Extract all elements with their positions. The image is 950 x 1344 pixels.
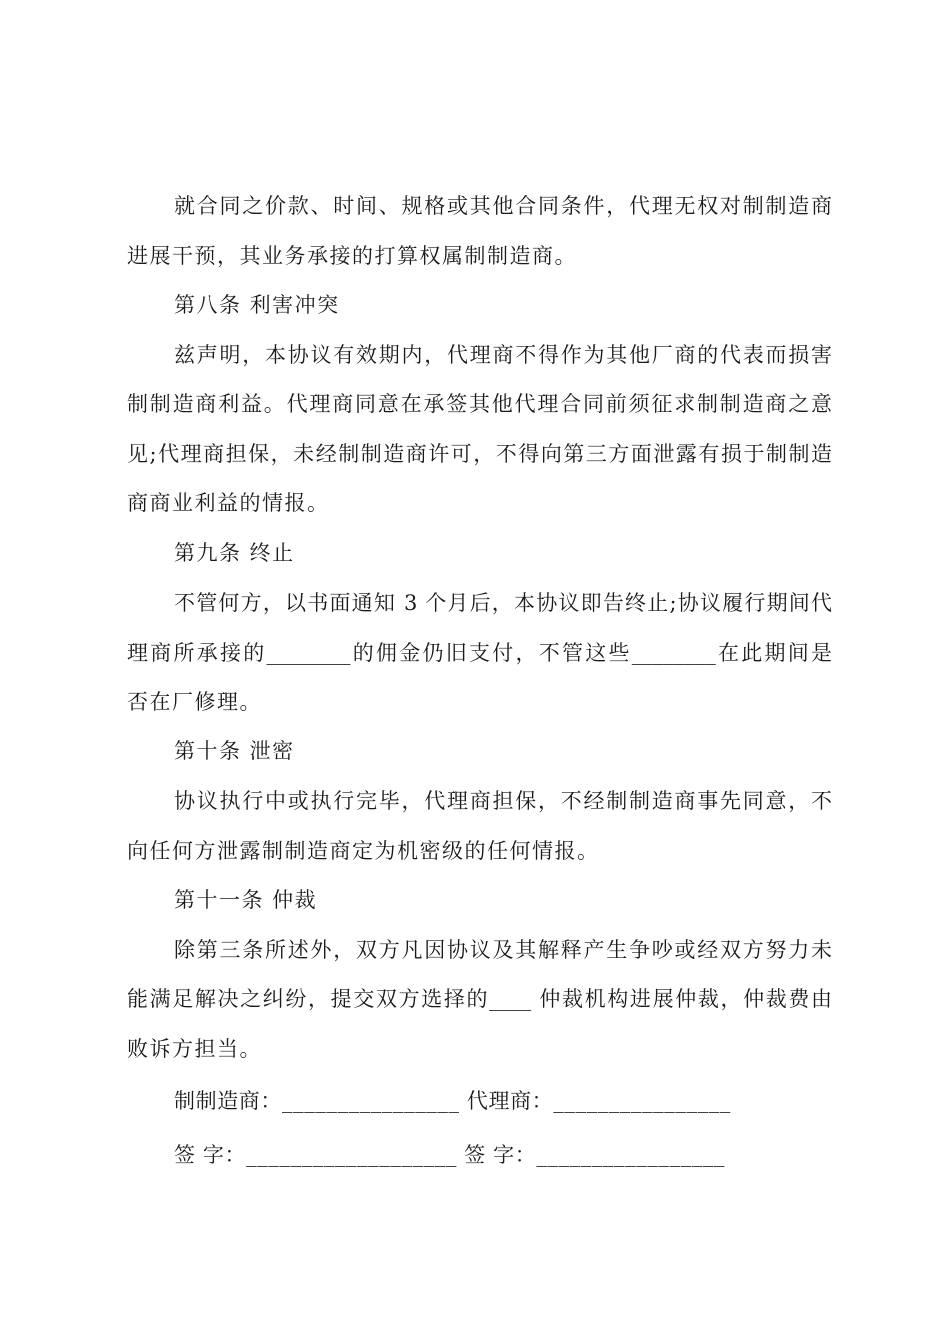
article-11-heading: 第十一条 仲裁 (174, 888, 318, 912)
signature-party-line: 制制造商：________________ 代理商：________________ (174, 1089, 731, 1113)
article-9-line-3: 否在厂修理。 (127, 690, 262, 714)
paragraph-pricing-line-2: 进展干预，其业务承接的打算权属制制造商。 (127, 244, 577, 268)
article-10-line-1: 协议执行中或执行完毕，代理商担保，不经制制造商事先同意，不 (174, 789, 832, 813)
article-10-line-2: 向任何方泄露制制造商定为机密级的任何情报。 (127, 839, 600, 863)
article-9-line-1: 不管何方，以书面通知 3 个月后，本协议即告终止;协议履行期间代 (174, 591, 832, 615)
article-8-heading: 第八条 利害冲突 (174, 293, 340, 317)
article-10-heading: 第十条 泄密 (174, 739, 295, 763)
article-8-line-3: 见;代理商担保，未经制制造商许可，不得向第三方面泄露有损于制制造 (127, 442, 832, 466)
article-11-line-1: 除第三条所述外，双方凡因协议及其解释产生争吵或经双方努力未 (174, 938, 832, 962)
article-8-line-1: 兹声明，本协议有效期内，代理商不得作为其他厂商的代表而损害 (174, 343, 832, 367)
signature-sign-line: 签 字：___________________ 签 字：_________________ (174, 1143, 726, 1167)
article-8-line-4: 商商业利益的情报。 (127, 491, 330, 515)
article-11-line-3: 败诉方担当。 (127, 1037, 262, 1061)
article-9-line-2: 理商所承接的________的佣金仍旧支付，不管这些________在此期间是 (127, 641, 832, 665)
paragraph-pricing-line-1: 就合同之价款、时间、规格或其他合同条件，代理无权对制制造商 (174, 194, 832, 218)
article-9-heading: 第九条 终止 (174, 541, 295, 565)
article-8-line-2: 制制造商利益。代理商同意在承签其他代理合同前须征求制制造商之意 (127, 392, 832, 416)
article-11-line-2: 能满足解决之纠纷，提交双方选择的____ 仲裁机构进展仲裁，仲裁费由 (127, 987, 832, 1011)
